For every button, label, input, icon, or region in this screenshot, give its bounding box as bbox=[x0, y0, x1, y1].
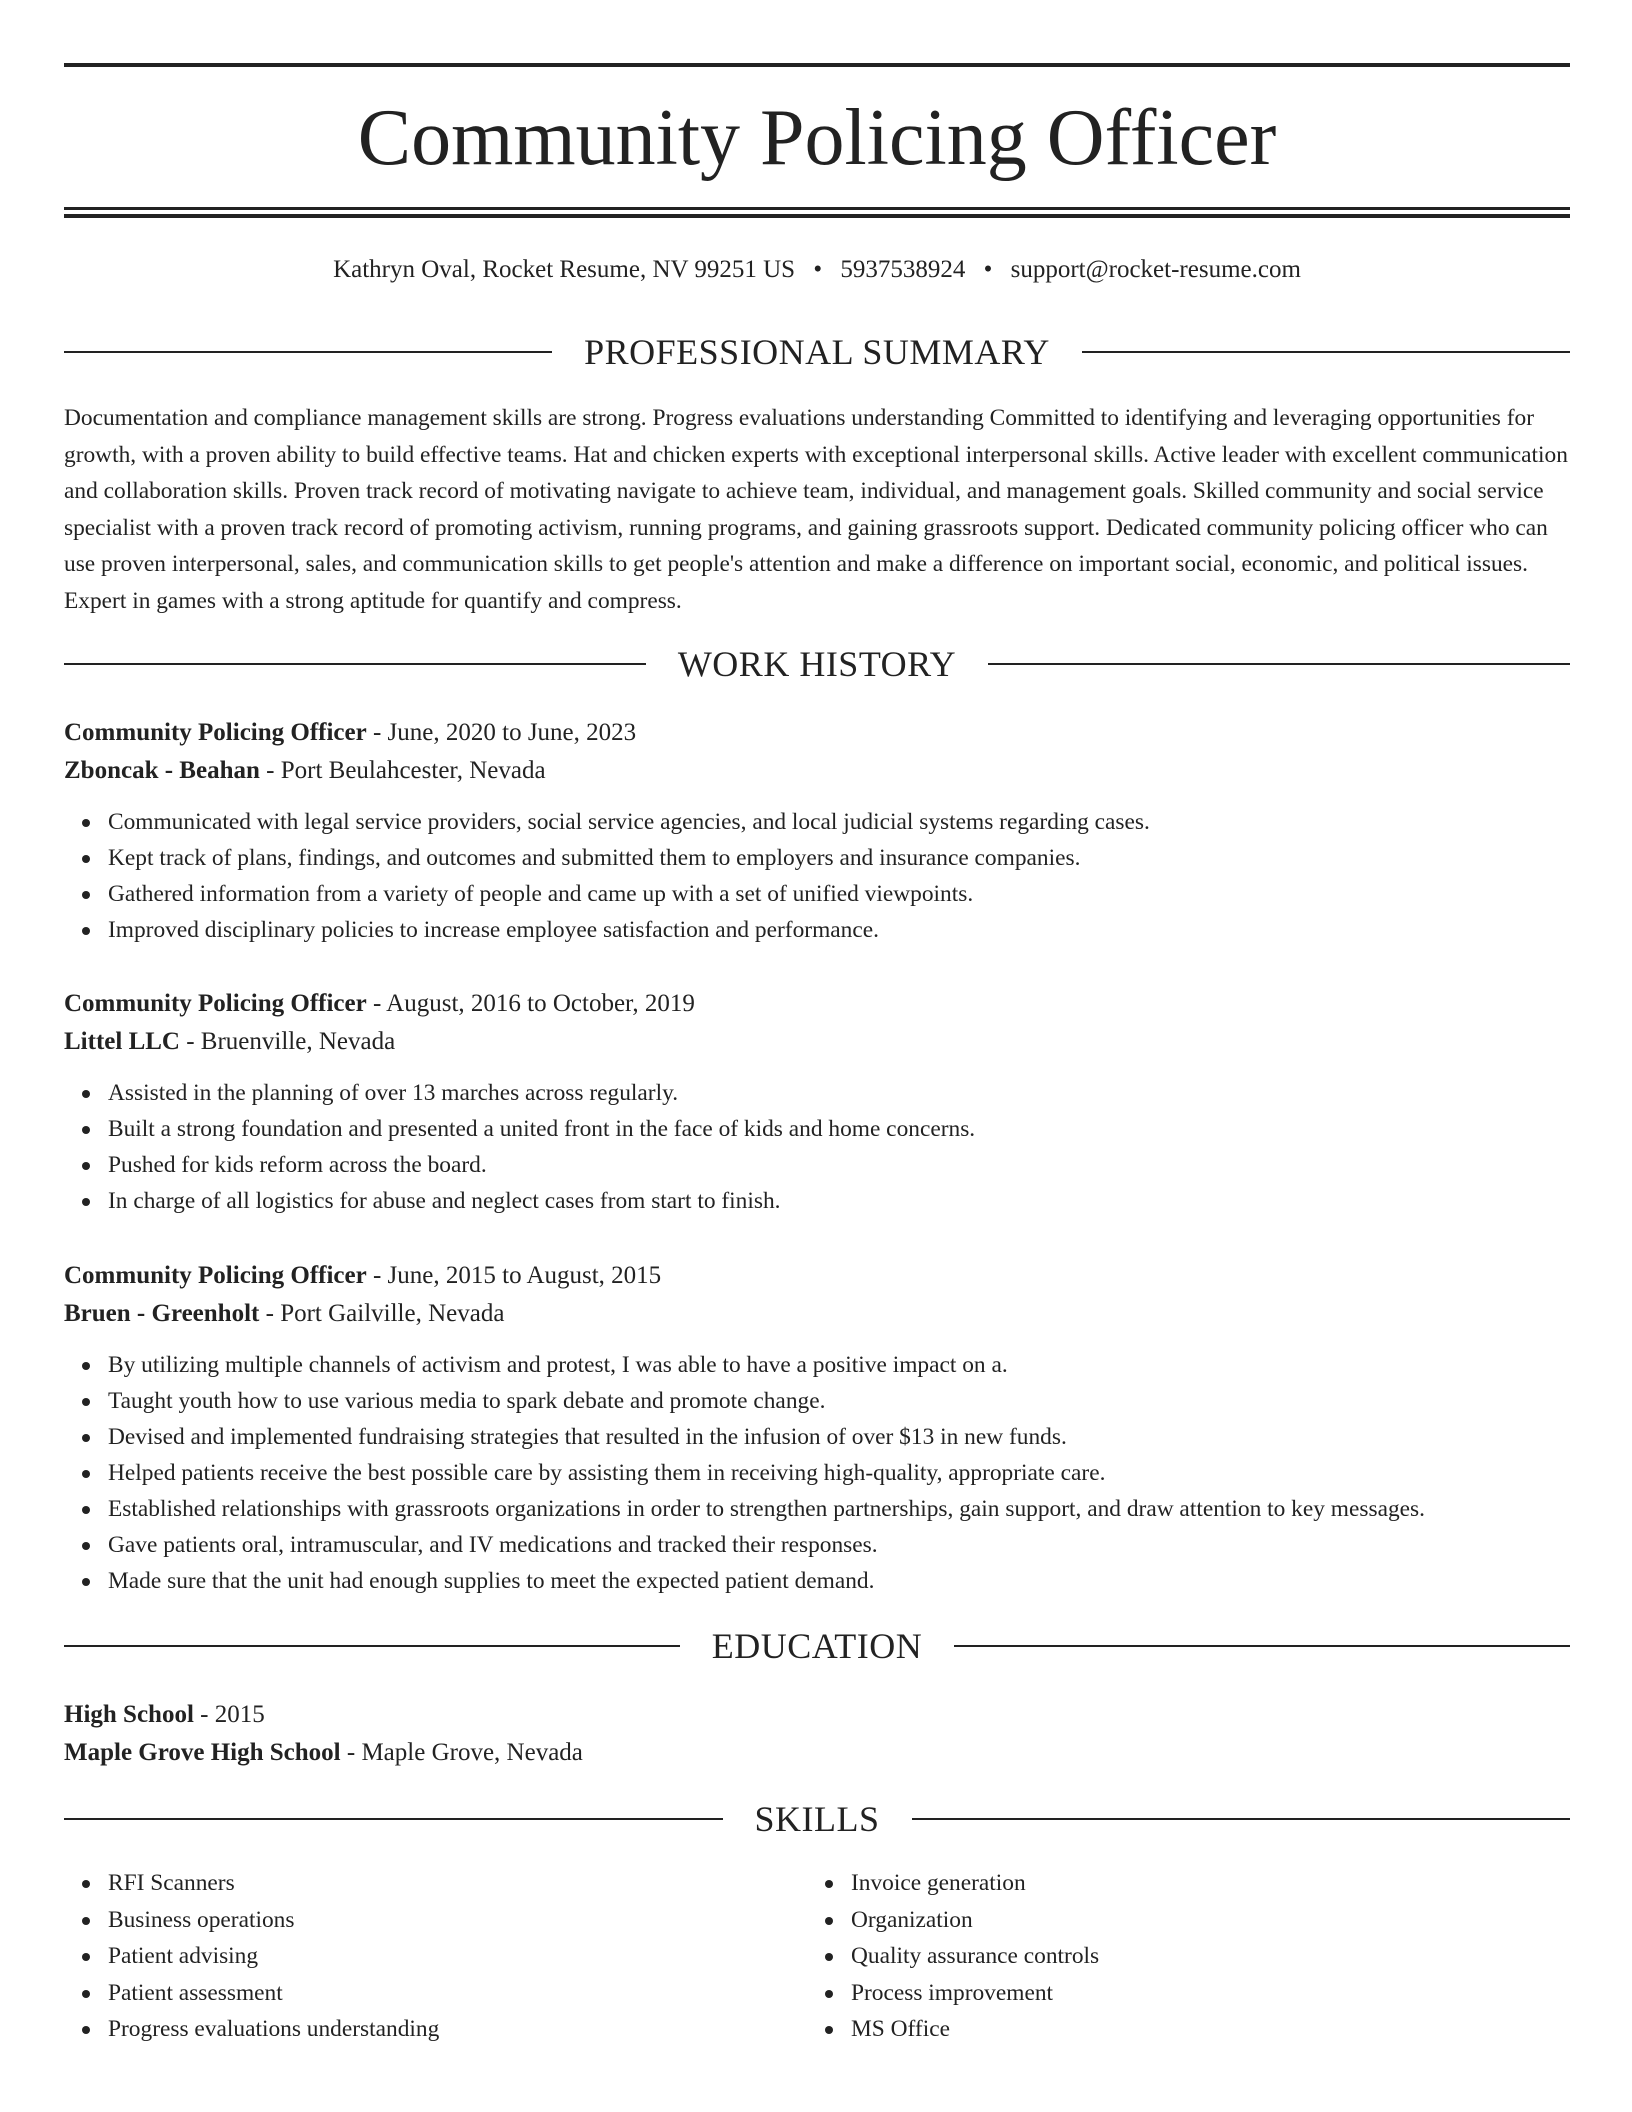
job-bullet: Taught youth how to use various media to spark debate and promote change. bbox=[108, 1383, 1570, 1419]
job-bullet: Assisted in the planning of over 13 marches across regularly. bbox=[108, 1075, 1570, 1111]
education-degree: High School bbox=[64, 1701, 194, 1728]
job-bullet: Gathered information from a variety of people and came up with a set of unified viewpoints. bbox=[108, 876, 1570, 912]
job-bullet: Improved disciplinary policies to increase employee satisfaction and performance. bbox=[108, 912, 1570, 948]
education-school-line bbox=[64, 1734, 1570, 1772]
job-bullet: Communicated with legal service providers, social service agencies, and local judicial systems regarding cases. bbox=[108, 804, 1570, 840]
job-entry bbox=[64, 1257, 1570, 1599]
education-school: Maple Grove High School bbox=[64, 1739, 341, 1766]
job-bullet: Helped patients receive the best possible care by assisting them in receiving high-quality, appropriate care. bbox=[108, 1455, 1570, 1491]
section-title: WORK HISTORY bbox=[677, 644, 957, 684]
job-company-line bbox=[64, 1023, 1570, 1061]
skill-item: Patient assessment bbox=[108, 1975, 807, 2012]
section-title: SKILLS bbox=[754, 1799, 880, 1839]
contact-separator: • bbox=[813, 256, 823, 283]
job-bullet: Pushed for kids reform across the board. bbox=[108, 1147, 1570, 1183]
job-company: Bruen - Greenholt bbox=[64, 1300, 260, 1327]
job-bullets bbox=[64, 804, 1570, 948]
heading-rule-left bbox=[64, 663, 646, 665]
header-top-rule bbox=[64, 63, 1570, 67]
header-double-rule-upper bbox=[64, 207, 1570, 210]
summary-text: Documentation and compliance management skills are strong. Progress evaluations understanding Committed to identifying and leveraging opportunities for growth, with a proven ability to build effective teams. Hat and chicken experts with exceptional interpersonal skills. Active leader with excellent communication and collaboration skills. Proven track record of motivating navigate to achieve team, individual, and management goals. Skilled community and social service specialist with a proven track record of promoting activism, running programs, and gaining grassroots support. Dedicated community policing officer who can use proven interpersonal, sales, and communication skills to get people's attention and make a difference on important social, economic, and political issues. Expert in games with a strong aptitude for quantify and compress. bbox=[64, 405, 1568, 614]
heading-rule-left bbox=[64, 1645, 680, 1647]
job-bullet: In charge of all logistics for abuse and neglect cases from start to finish. bbox=[108, 1183, 1570, 1219]
section-heading-skills bbox=[64, 1799, 1570, 1839]
heading-rule-left bbox=[64, 1818, 723, 1820]
job-entry bbox=[64, 714, 1570, 948]
contact-phone: 5937538924 bbox=[840, 256, 966, 283]
heading-rule-right bbox=[954, 1645, 1570, 1647]
section-heading-summary bbox=[64, 332, 1570, 372]
job-bullet: By utilizing multiple channels of activism and protest, I was able to have a positive impact on a. bbox=[108, 1347, 1570, 1383]
section-title: EDUCATION bbox=[711, 1626, 923, 1666]
job-company: Zboncak - Beahan bbox=[64, 757, 260, 784]
heading-rule-right bbox=[912, 1818, 1571, 1820]
skill-item: Patient advising bbox=[108, 1938, 807, 1975]
job-location: - Bruenville, Nevada bbox=[179, 1028, 396, 1055]
job-bullet: Gave patients oral, intramuscular, and IV medications and tracked their responses. bbox=[108, 1527, 1570, 1563]
skill-item: Progress evaluations understanding bbox=[108, 2011, 807, 2048]
skill-item: Business operations bbox=[108, 1902, 807, 1939]
job-dates: - June, 2020 to June, 2023 bbox=[366, 719, 637, 746]
skills-column-left bbox=[64, 1865, 807, 2048]
job-bullet: Kept track of plans, findings, and outcomes and submitted them to employers and insurance companies. bbox=[108, 840, 1570, 876]
job-entry bbox=[64, 985, 1570, 1219]
job-bullet: Made sure that the unit had enough supplies to meet the expected patient demand. bbox=[108, 1563, 1570, 1599]
heading-rule-right bbox=[1082, 351, 1570, 353]
job-bullets bbox=[64, 1347, 1570, 1599]
section-heading-work-history bbox=[64, 644, 1570, 684]
contact-separator: • bbox=[983, 256, 993, 283]
job-title-line bbox=[64, 714, 1570, 752]
skill-item: RFI Scanners bbox=[108, 1865, 807, 1902]
header-double-rule-lower bbox=[64, 214, 1570, 218]
skills-column-right bbox=[807, 1865, 1550, 2048]
contact-address: Kathryn Oval, Rocket Resume, NV 99251 US bbox=[333, 256, 796, 283]
education-year: - 2015 bbox=[193, 1701, 265, 1728]
heading-rule-left bbox=[64, 351, 552, 353]
job-title-line bbox=[64, 1257, 1570, 1295]
job-title: Community Policing Officer bbox=[64, 990, 367, 1017]
job-title: Community Policing Officer bbox=[64, 719, 367, 746]
job-company: Littel LLC bbox=[64, 1028, 180, 1055]
skill-item: Organization bbox=[851, 1902, 1550, 1939]
job-bullets bbox=[64, 1075, 1570, 1219]
heading-rule-right bbox=[988, 663, 1570, 665]
skill-item: MS Office bbox=[851, 2011, 1550, 2048]
skill-item: Invoice generation bbox=[851, 1865, 1550, 1902]
job-company-line bbox=[64, 1295, 1570, 1333]
skills-list bbox=[64, 1865, 1570, 2048]
job-dates: - June, 2015 to August, 2015 bbox=[366, 1262, 662, 1289]
job-company-line bbox=[64, 752, 1570, 790]
skill-item: Quality assurance controls bbox=[851, 1938, 1550, 1975]
education-entry bbox=[64, 1696, 1570, 1772]
job-title-line bbox=[64, 985, 1570, 1023]
contact-email: support@rocket-resume.com bbox=[1010, 256, 1301, 283]
section-heading-education bbox=[64, 1626, 1570, 1666]
job-bullet: Built a strong foundation and presented a united front in the face of kids and home concerns. bbox=[108, 1111, 1570, 1147]
resume-name-title: Community Policing Officer bbox=[357, 94, 1277, 182]
education-location: - Maple Grove, Nevada bbox=[340, 1739, 583, 1766]
job-title: Community Policing Officer bbox=[64, 1262, 367, 1289]
job-bullet: Devised and implemented fundraising strategies that resulted in the infusion of over $13 in new funds. bbox=[108, 1419, 1570, 1455]
job-location: - Port Gailville, Nevada bbox=[259, 1300, 505, 1327]
skill-item: Process improvement bbox=[851, 1975, 1550, 2012]
job-dates: - August, 2016 to October, 2019 bbox=[366, 990, 695, 1017]
section-title: PROFESSIONAL SUMMARY bbox=[584, 332, 1050, 372]
contact-line bbox=[64, 253, 1570, 287]
job-location: - Port Beulahcester, Nevada bbox=[259, 757, 546, 784]
education-degree-line bbox=[64, 1696, 1570, 1734]
job-bullet: Established relationships with grassroots organizations in order to strengthen partnerships, gain support, and draw attention to key messages. bbox=[108, 1491, 1570, 1527]
